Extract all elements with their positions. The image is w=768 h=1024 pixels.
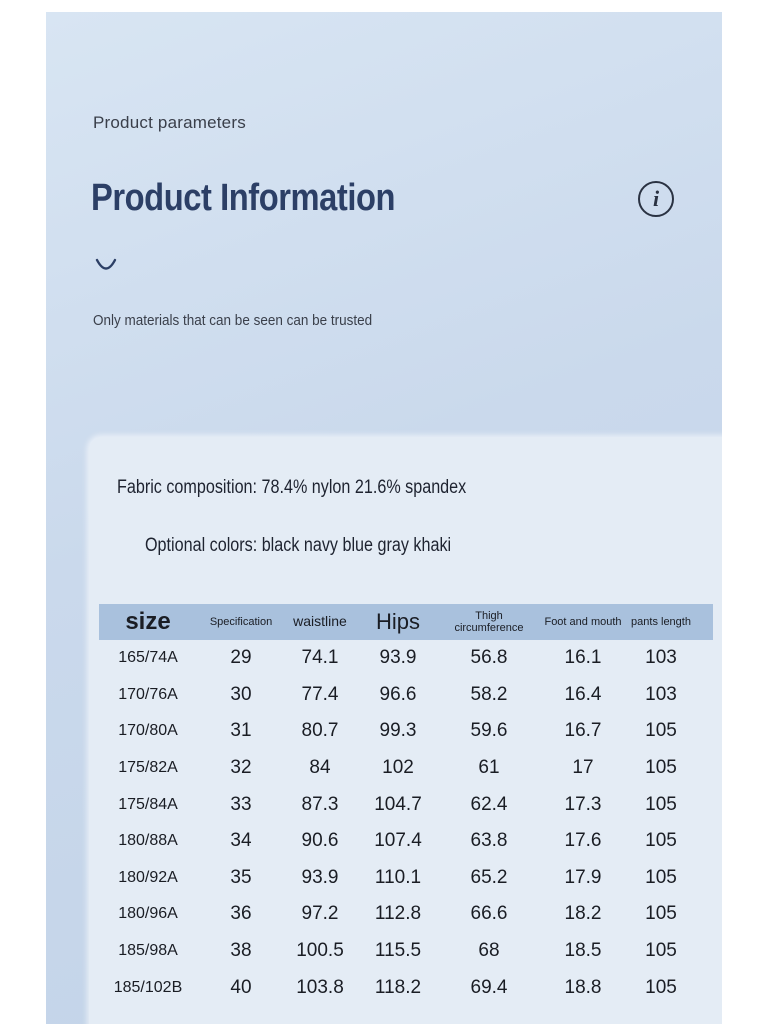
header-thigh: Thigh circumference: [454, 609, 524, 634]
table-row: [99, 823, 713, 860]
table-cell: 31: [230, 720, 252, 742]
table-cell: 105: [645, 757, 677, 779]
table-cell: 18.5: [564, 940, 602, 962]
table-row: [99, 860, 713, 897]
table-cell: 34: [230, 830, 252, 852]
section-kicker: Product parameters: [93, 113, 246, 132]
table-cell: 65.2: [470, 866, 508, 888]
table-cell: 105: [645, 976, 677, 998]
table-cell: 35: [230, 866, 252, 888]
table-cell: 30: [230, 683, 252, 705]
table-cell: 103: [645, 647, 677, 669]
table-cell: 105: [645, 903, 677, 925]
header-pants-length: pants length: [631, 615, 691, 628]
table-cell: 115.5: [374, 940, 422, 962]
table-cell: 180/88A: [118, 832, 178, 850]
table-cell: 40: [230, 976, 252, 998]
product-info-panel: [46, 12, 722, 1024]
table-cell: 68: [478, 940, 500, 962]
table-cell: 17.3: [564, 793, 602, 815]
table-cell: 18.8: [564, 976, 602, 998]
size-table-header: [99, 604, 713, 640]
table-cell: 105: [645, 940, 677, 962]
fabric-composition: Fabric composition: 78.4% nylon 21.6% spandex: [117, 477, 467, 498]
table-row: [99, 896, 713, 933]
table-row: [99, 750, 713, 787]
table-cell: 17.9: [564, 866, 602, 888]
table-row: [99, 640, 713, 677]
table-cell: 180/96A: [118, 905, 178, 923]
size-table-body: [99, 640, 713, 1006]
table-cell: 105: [645, 866, 677, 888]
table-cell: 102: [382, 757, 414, 779]
table-cell: 99.3: [379, 720, 417, 742]
table-cell: 36: [230, 903, 252, 925]
table-cell: 84: [309, 757, 331, 779]
spec-card: [89, 437, 722, 1024]
table-cell: 100.5: [296, 940, 344, 962]
info-icon[interactable]: i: [638, 181, 674, 217]
table-cell: 66.6: [470, 903, 508, 925]
table-cell: 165/74A: [118, 649, 178, 667]
table-cell: 112.8: [374, 903, 422, 925]
table-cell: 80.7: [301, 720, 339, 742]
table-cell: 170/80A: [118, 722, 178, 740]
table-cell: 62.4: [470, 793, 508, 815]
table-cell: 96.6: [379, 683, 417, 705]
header-specification: Specification: [209, 615, 273, 628]
table-cell: 105: [645, 720, 677, 742]
table-cell: 63.8: [470, 830, 508, 852]
header-foot-mouth: Foot and mouth: [544, 615, 622, 628]
table-cell: 103.8: [296, 976, 344, 998]
table-cell: 77.4: [301, 683, 339, 705]
table-cell: 97.2: [301, 903, 339, 925]
table-cell: 17.6: [564, 830, 602, 852]
table-cell: 87.3: [301, 793, 339, 815]
header-waistline: waistline: [293, 613, 347, 630]
table-cell: 58.2: [470, 683, 508, 705]
table-row: [99, 933, 713, 970]
table-cell: 107.4: [374, 830, 422, 852]
table-row: [99, 969, 713, 1006]
table-cell: 105: [645, 793, 677, 815]
table-cell: 38: [230, 940, 252, 962]
table-cell: 93.9: [379, 647, 417, 669]
table-cell: 18.2: [564, 903, 602, 925]
table-row: [99, 786, 713, 823]
table-cell: 56.8: [470, 647, 508, 669]
table-cell: 32: [230, 757, 252, 779]
optional-colors: Optional colors: black navy blue gray khaki: [145, 535, 452, 556]
table-cell: 59.6: [470, 720, 508, 742]
table-cell: 180/92A: [118, 868, 178, 886]
table-cell: 33: [230, 793, 252, 815]
decorative-arc-icon: [95, 257, 117, 273]
table-cell: 16.4: [564, 683, 602, 705]
table-row: [99, 677, 713, 714]
table-cell: 170/76A: [118, 685, 178, 703]
table-row: [99, 713, 713, 750]
table-cell: 74.1: [301, 647, 339, 669]
table-cell: 69.4: [470, 976, 508, 998]
table-cell: 118.2: [374, 976, 422, 998]
table-cell: 104.7: [374, 793, 422, 815]
table-cell: 185/98A: [118, 942, 178, 960]
table-cell: 29: [230, 647, 252, 669]
table-cell: 110.1: [374, 866, 422, 888]
header-size: size: [125, 607, 171, 635]
table-cell: 17: [572, 757, 594, 779]
table-cell: 175/82A: [118, 759, 178, 777]
table-cell: 103: [645, 683, 677, 705]
table-cell: 16.1: [564, 647, 602, 669]
table-cell: 90.6: [301, 830, 339, 852]
table-cell: 93.9: [301, 866, 339, 888]
tagline: Only materials that can be seen can be trusted: [93, 312, 373, 329]
table-cell: 185/102B: [113, 978, 183, 996]
size-table: [99, 604, 713, 1006]
table-cell: 61: [478, 757, 500, 779]
table-cell: 16.7: [564, 720, 602, 742]
table-cell: 105: [645, 830, 677, 852]
header-hips: Hips: [375, 608, 420, 634]
page-title: Product Information: [91, 177, 396, 219]
table-cell: 175/84A: [118, 795, 178, 813]
